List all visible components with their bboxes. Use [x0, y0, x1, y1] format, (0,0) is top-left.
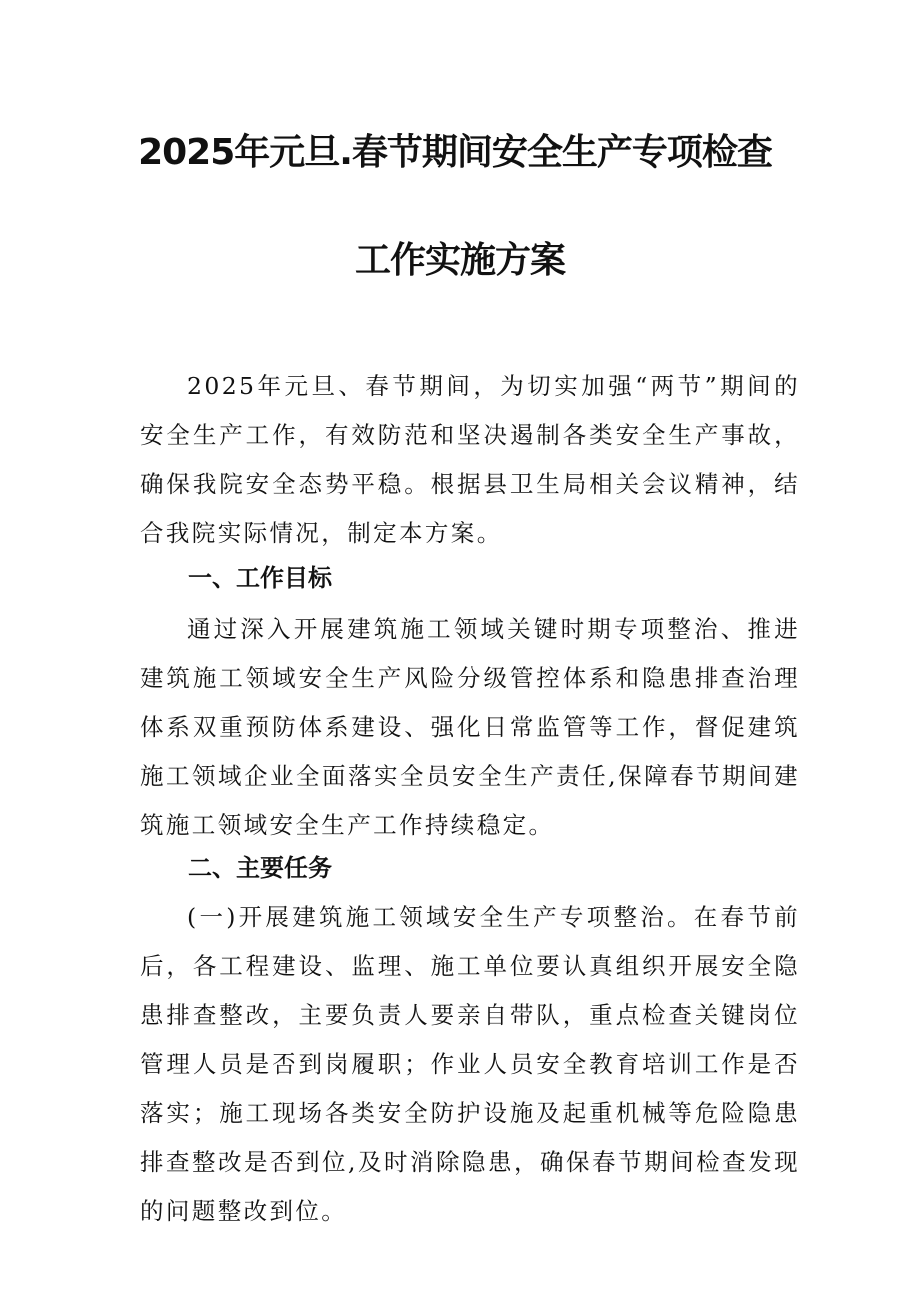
intro-paragraph: 2025年元旦、春节期间，为切实加强“两节”期间的安全生产工作，有效防范和坚决遏制各类安全生产事故，确保我院安全态势平稳。根据县卫生局相关会议精神，结合我院实际情况，制定本方案。: [140, 372, 800, 547]
section-heading-goals: 一、工作目标: [188, 564, 332, 592]
section-heading-tasks: 二、主要任务: [188, 854, 332, 882]
goals-paragraph: 通过深入开展建筑施工领域关键时期专项整治、推进建筑施工领域安全生产风险分级管控体系和隐患排查治理体系双重预防体系建设、强化日常监管等工作，督促建筑施工领域企业全面落实全员安全生产责任,保障春节期间建筑施工领域安全生产工作持续稳定。: [140, 615, 800, 839]
document-title-line2: 工作实施方案: [354, 240, 565, 281]
task-item-1-paragraph: (一)开展建筑施工领域安全生产专项整治。在春节前后，各工程建设、监理、施工单位要认真组织开展安全隐患排查整改，主要负责人要亲自带队，重点检查关键岗位管理人员是否到岗履职；作业人员安全教育培训工作是否落实；施工现场各类安全防护设施及起重机械等危险隐患排查整改是否到位,及时消除隐患，确保春节期间检查发现的问题整改到位。: [140, 903, 800, 1225]
document-title-line1: 2025年元旦.春节期间安全生产专项检查: [138, 132, 772, 173]
